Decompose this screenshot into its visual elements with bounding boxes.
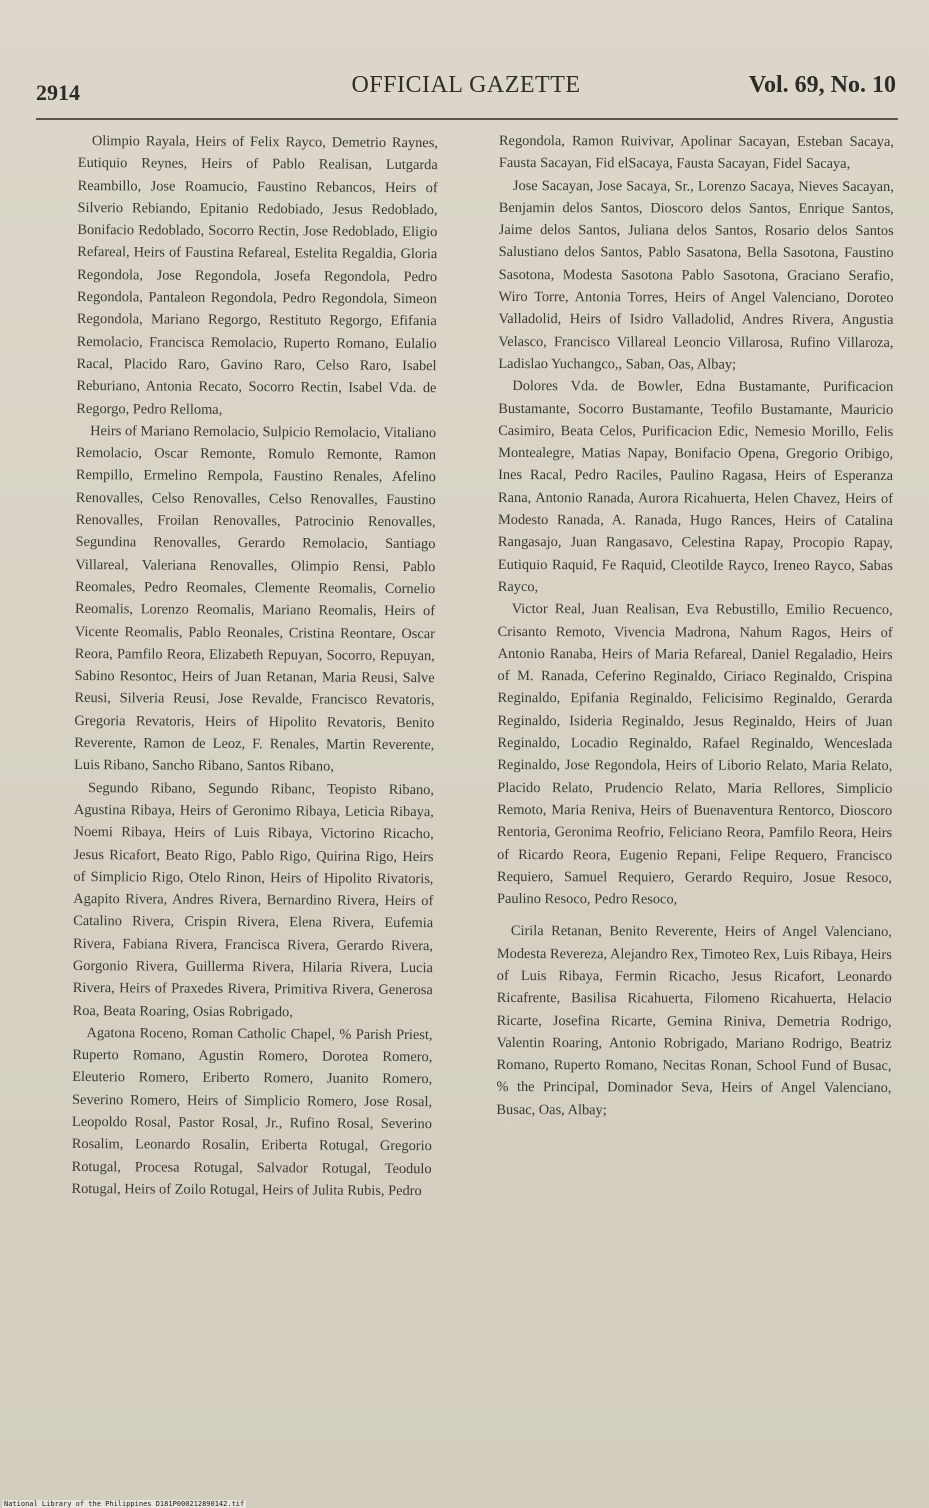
publication-title: OFFICIAL GAZETTE [351,72,581,98]
paragraph: Jose Sacayan, Jose Sacaya, Sr., Lorenzo Sacaya, Nieves Sacayan, Benjamin delos Santos, Dioscoro delos Santos, Enrique Santos, Jaime delos Santos, Juliana delos Santos, Rosario delos Santos Salustiano delos Santos, Pablo Sasatona, Bella Sasotona, Faustino Sasotona, Modesta Sasotona Pablo Sasotona, Graciano Serafio, Wiro Torre, Antonia Torres, Heirs of Angel Valenciano, Doroteo Valladolid, Heirs of Isidro Valladolid, Andres Rivera, Angustia Velasco, Francisco Villareal Leoncio Villarosa, Rufino Villaroza, Ladislao Yuchangco,, Saban, Oas, Albay; [498,177,894,373]
volume-issue: Vol. 69, No. 10 [748,72,896,98]
paragraph: Dolores Vda. de Bowler, Edna Bustamante, Purificacion Bustamante, Socorro Bustamante, Teofilo Bustamante, Mauricio Casimiro, Beata Celos, Purificacion Edic, Nemesio Morillo, Felis Montealegre, Matias Napay, Bonifacio Opena, Gregorio Oribigo, Ines Racal, Pedro Raciles, Paulino Ragasa, Heirs of Esperanza Rana, Antonio Ranada, Aurora Ricahuerta, Helen Chavez, Heirs of Modesto Ranada, A. Ranada, Hugo Rances, Heirs of Catalina Rangasajo, Juan Rangasavo, Celestina Rapay, Procopio Rapay, Eutiquio Raquid, Fe Raquid, Cleotilde Rayco, Ireneo Rayco, Sabas Rayco, [497,378,894,596]
paragraph: Olimpio Rayala, Heirs of Felix Rayco, Demetrio Raynes, Eutiquio Reynes, Heirs of Pablo Realisan, Lutgarda Reambillo, Jose Roamucio, Faustino Rebancos, Heirs of Silverio Rebiando, Epitanio Redobiado, Jesus Redoblado, Bonifacio Redoblado, Socorro Rectin, Jose Redoblado, Eligio Refareal, Heirs of Faustina Refareal, Estelita Regaldia, Gloria Regondola, Jose Regondola, Josefa Regondola, Pedro Regondola, Pantaleon Regondola, Pedro Regondola, Simeon Regondola, Mariano Regorgo, Restituto Regorgo, Efifania Remolacio, Francisca Remolacio, Ruperto Romano, Eulalio Racal, Placido Raro, Gavino Raro, Celso Raro, Isabel Reburiano, Antonia Recato, Socorro Rectin, Isabel Vda. de Regorgo, Pedro Relloma, [76,133,438,418]
right-column [496,130,894,1122]
paragraph: Segundo Ribano, Segundo Ribanc, Teopisto Ribano, Agustina Ribaya, Heirs of Geronimo Ribaya, Leticia Ribaya, Noemi Ribaya, Heirs of Luis Ribaya, Victorino Ricacho, Jesus Ricafort, Beato Rigo, Pablo Rigo, Quirina Rigo, Heirs of Simplicio Rigo, Otelo Rinon, Heirs of Hipolito Rivatoris, Agapito Rivera, Andres Rivera, Bernardino Rivera, Heirs of Catalino Rivera, Crispin Rivera, Elena Rivera, Eufemia Rivera, Fabiana Rivera, Francisca Rivera, Gerardo Rivera, Gorgonio Rivera, Guillerma Rivera, Hilaria Rivera, Lucia Rivera, Heirs of Praxedes Rivera, Primitiva Rivera, Generosa Roa, Beata Roaring, Osias Robrigado, [72,779,435,1020]
left-column [71,130,438,1202]
paragraph: Victor Real, Juan Realisan, Eva Rebustillo, Emilio Recuenco, Crisanto Remoto, Vivencia Madrona, Nahum Ragos, Heirs of Antonio Ranaba, Heirs of Maria Refareal, Daniel Regaladio, Heirs of M. Ranada, Ceferino Reginaldo, Ciriaco Reginaldo, Crispina Reginaldo, Epifania Reginaldo, Felicisimo Reginaldo, Gerarda Reginaldo, Isideria Reginaldo, Jesus Reginaldo, Heirs of Juan Reginaldo, Locadio Reginaldo, Rafael Reginaldo, Wenceslada Reginaldo, Jose Regondola, Heirs of Liborio Relato, Maria Relato, Placido Relato, Prudencio Relato, Maria Rellores, Simplicio Remoto, Maria Reniva, Heirs of Buenaventura Rentorco, Dioscoro Rentoria, Geronima Reofrio, Feliciano Reora, Pamfilo Reora, Heirs of Ricardo Reora, Eugenio Repani, Felipe Requero, Francisco Requiero, Samuel Requiero, Gerardo Requiro, Josue Resoco, Paulino Resoco, Pedro Resoco, [496,601,893,908]
scan-footer: National Library of the Philippines D181P000212890142.tif [4,1500,245,1508]
paragraph: Regondola, Ramon Ruivivar, Apolinar Sacayan, Esteban Sacaya, Fausta Sacayan, Fid elSacaya, Fausta Sacayan, Fidel Sacaya, [498,132,894,173]
paragraph: Heirs of Mariano Remolacio, Sulpicio Remolacio, Vitaliano Remolacio, Oscar Remonte, Romulo Remonte, Ramon Rempillo, Ermelino Rempola, Faustino Renales, Afelino Renovalles, Celso Renovalles, Celso Renovalles, Faustino Renovalles, Froilan Renovalles, Patrocinio Renovalles, Segundina Renovalles, Gerardo Remolacio, Santiago Villareal, Valeriana Renovalles, Olimpio Rensi, Pablo Reomales, Pedro Reomales, Clemente Reomalis, Cornelio Reomalis, Lorenzo Reomalis, Mariano Reomalis, Heirs of Vicente Reomalis, Pablo Reonales, Cristina Reontare, Oscar Reora, Pamfilo Reora, Elizabeth Repuyan, Socorro, Repuyan, Sabino Resontoc, Heirs of Juan Retanan, Maria Reusi, Salve Reusi, Silveria Reusi, Jose Revalde, Francisco Revatoris, Gregoria Revatoris, Heirs of Hipolito Revatoris, Benito Reverente, Ramon de Leoz, F. Renales, Martin Reverente, Luis Ribano, Sancho Ribano, Santos Ribano, [74,422,437,775]
paragraph: Cirila Retanan, Benito Reverente, Heirs of Angel Valenciano, Modesta Revereza, Alejandro Rex, Timoteo Rex, Luis Ribaya, Heirs of Luis Ribaya, Fermin Ricacho, Jesus Ricafort, Leonardo Ricafrente, Basilisa Ricahuerta, Filomeno Ricahuerta, Helacio Ricarte, Josefina Ricarte, Gemina Riniva, Demetria Rodrigo, Valentin Roaring, Antonio Robrigado, Mariano Rodrigo, Beatriz Romano, Ruperto Romano, Necitas Ronan, School Fund of Busac, % the Principal, Dominador Seva, Heirs of Angel Valenciano, Busac, Oas, Albay; [496,923,892,1119]
page-header [36,70,896,110]
header-rule [36,118,898,120]
page-number: 2914 [36,80,80,105]
paragraph: Agatona Roceno, Roman Catholic Chapel, % Parish Priest, Ruperto Romano, Agustin Romero, Dorotea Romero, Eleuterio Romero, Eriberto Romero, Juanito Romero, Severino Romero, Heirs of Simplicio Romero, Jose Rosal, Leopoldo Rosal, Pastor Rosal, Jr., Rufino Rosal, Severino Rosalim, Leonardo Rosalin, Eriberta Rotugal, Gregorio Rotugal, Procesa Rotugal, Salvador Rotugal, Teodulo Rotugal, Heirs of Zoilo Rotugal, Heirs of Julita Rubis, Pedro [71,1024,433,1200]
